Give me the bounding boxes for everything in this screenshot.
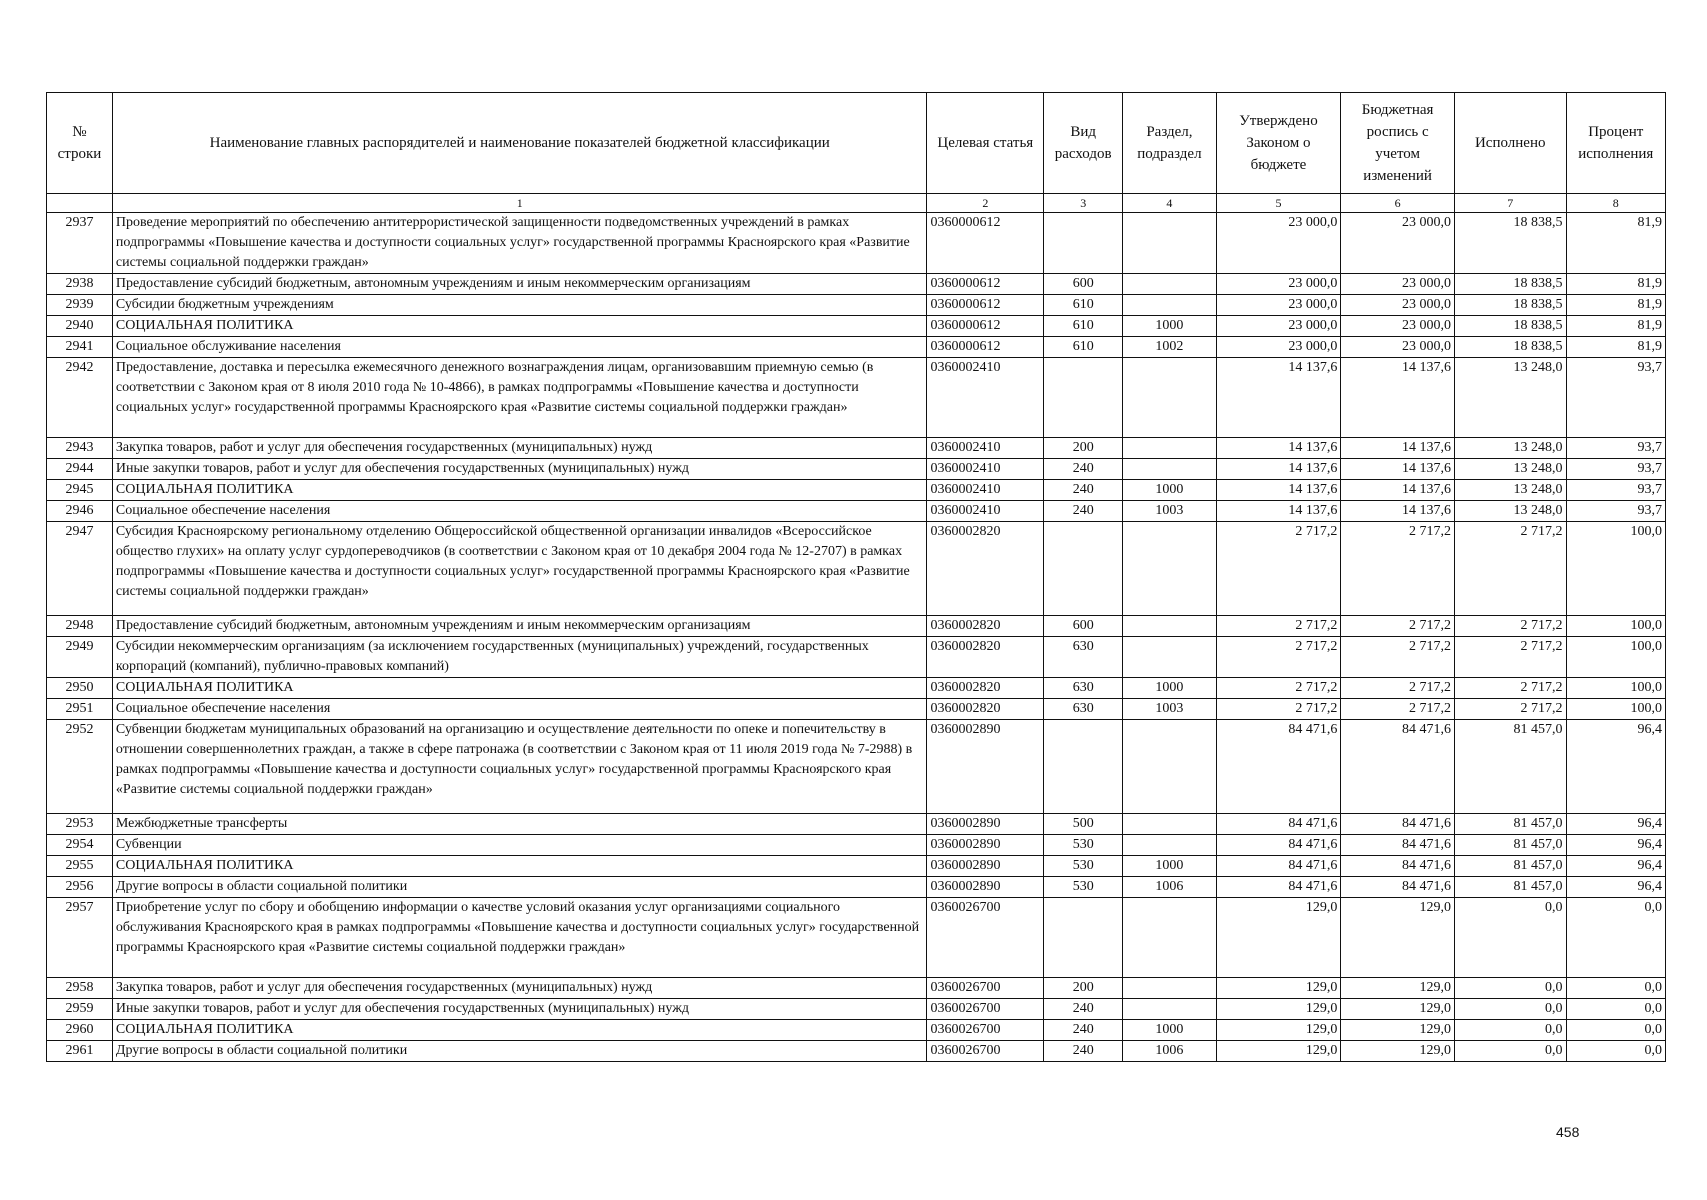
row-schedule: 129,0 — [1341, 1020, 1455, 1041]
row-approved: 14 137,6 — [1216, 358, 1341, 438]
row-name: Социальное обслуживание населения — [112, 337, 927, 358]
row-target: 0360026700 — [927, 1041, 1044, 1062]
table-row — [47, 274, 1666, 295]
budget-table — [46, 92, 1666, 1062]
column-index: 2 — [927, 194, 1044, 213]
table-row — [47, 616, 1666, 637]
row-target: 0360002820 — [927, 678, 1044, 699]
table-row — [47, 856, 1666, 877]
column-index-row — [47, 194, 1666, 213]
row-number: 2942 — [47, 358, 113, 438]
row-schedule: 14 137,6 — [1341, 438, 1455, 459]
row-target: 0360002410 — [927, 438, 1044, 459]
row-approved: 129,0 — [1216, 1041, 1341, 1062]
row-schedule: 84 471,6 — [1341, 814, 1455, 835]
row-executed: 2 717,2 — [1454, 678, 1566, 699]
row-schedule: 129,0 — [1341, 999, 1455, 1020]
row-section — [1123, 274, 1216, 295]
row-type: 200 — [1044, 978, 1123, 999]
row-executed: 2 717,2 — [1454, 616, 1566, 637]
row-name: Субвенции — [112, 835, 927, 856]
row-target: 0360002820 — [927, 616, 1044, 637]
row-number: 2944 — [47, 459, 113, 480]
row-percent: 96,4 — [1566, 835, 1665, 856]
row-executed: 18 838,5 — [1454, 316, 1566, 337]
row-number: 2956 — [47, 877, 113, 898]
row-type: 240 — [1044, 501, 1123, 522]
row-section: 1000 — [1123, 316, 1216, 337]
row-section — [1123, 616, 1216, 637]
row-number: 2949 — [47, 637, 113, 678]
row-type: 530 — [1044, 835, 1123, 856]
header-row — [47, 93, 1666, 194]
row-number: 2961 — [47, 1041, 113, 1062]
row-name: СОЦИАЛЬНАЯ ПОЛИТИКА — [112, 1020, 927, 1041]
header-target: Целевая статья — [927, 93, 1044, 194]
row-percent: 0,0 — [1566, 999, 1665, 1020]
row-type: 530 — [1044, 877, 1123, 898]
row-percent: 0,0 — [1566, 1041, 1665, 1062]
row-target: 0360002890 — [927, 877, 1044, 898]
table-row — [47, 480, 1666, 501]
table-row — [47, 1020, 1666, 1041]
row-type: 200 — [1044, 438, 1123, 459]
row-target: 0360026700 — [927, 999, 1044, 1020]
row-number: 2947 — [47, 522, 113, 616]
row-approved: 23 000,0 — [1216, 295, 1341, 316]
row-number: 2940 — [47, 316, 113, 337]
table-row — [47, 637, 1666, 678]
column-index: 3 — [1044, 194, 1123, 213]
row-approved: 84 471,6 — [1216, 720, 1341, 814]
row-approved: 14 137,6 — [1216, 501, 1341, 522]
row-schedule: 84 471,6 — [1341, 835, 1455, 856]
row-target: 0360026700 — [927, 978, 1044, 999]
row-approved: 23 000,0 — [1216, 274, 1341, 295]
row-number: 2937 — [47, 213, 113, 274]
row-schedule: 2 717,2 — [1341, 678, 1455, 699]
row-type: 630 — [1044, 699, 1123, 720]
table-row — [47, 459, 1666, 480]
header-executed: Исполнено — [1454, 93, 1566, 194]
row-section — [1123, 438, 1216, 459]
row-target: 0360002820 — [927, 699, 1044, 720]
row-percent: 81,9 — [1566, 274, 1665, 295]
row-target: 0360026700 — [927, 1020, 1044, 1041]
row-approved: 2 717,2 — [1216, 699, 1341, 720]
row-section: 1003 — [1123, 699, 1216, 720]
table-row — [47, 295, 1666, 316]
row-target: 0360002890 — [927, 856, 1044, 877]
row-percent: 93,7 — [1566, 459, 1665, 480]
table-row — [47, 699, 1666, 720]
row-executed: 13 248,0 — [1454, 358, 1566, 438]
row-number: 2951 — [47, 699, 113, 720]
table-row — [47, 438, 1666, 459]
row-type — [1044, 898, 1123, 978]
row-name: Межбюджетные трансферты — [112, 814, 927, 835]
table-row — [47, 814, 1666, 835]
row-type: 240 — [1044, 999, 1123, 1020]
row-schedule: 129,0 — [1341, 1041, 1455, 1062]
row-name: Иные закупки товаров, работ и услуг для обеспечения государственных (муниципальных) нужд — [112, 459, 927, 480]
row-type: 240 — [1044, 1020, 1123, 1041]
row-percent: 100,0 — [1566, 616, 1665, 637]
row-name: СОЦИАЛЬНАЯ ПОЛИТИКА — [112, 480, 927, 501]
row-name: Предоставление, доставка и пересылка ежемесячного денежного вознаграждения лицам, организовавшим приемную семью (в соответствии с Законом края от 8 июля 2010 года № 10-4866), в рамках подпрограммы «Повышение качества и доступности социальных услуг» государственной программы Красноярского края «Развитие системы социальной поддержки граждан» — [112, 358, 927, 438]
row-approved: 23 000,0 — [1216, 337, 1341, 358]
row-target: 0360002820 — [927, 637, 1044, 678]
row-section — [1123, 835, 1216, 856]
header-schedule: Бюджетная роспись с учетом изменений — [1341, 93, 1455, 194]
row-type: 630 — [1044, 678, 1123, 699]
row-percent: 0,0 — [1566, 978, 1665, 999]
row-executed: 13 248,0 — [1454, 459, 1566, 480]
row-executed: 0,0 — [1454, 999, 1566, 1020]
row-schedule: 129,0 — [1341, 978, 1455, 999]
row-number: 2948 — [47, 616, 113, 637]
row-executed: 13 248,0 — [1454, 438, 1566, 459]
row-schedule: 14 137,6 — [1341, 358, 1455, 438]
row-executed: 0,0 — [1454, 978, 1566, 999]
row-target: 0360002410 — [927, 358, 1044, 438]
row-schedule: 2 717,2 — [1341, 637, 1455, 678]
row-name: Закупка товаров, работ и услуг для обеспечения государственных (муниципальных) нужд — [112, 978, 927, 999]
row-name: Приобретение услуг по сбору и обобщению информации о качестве условий оказания услуг организациями социального обслуживания Красноярского края в рамках подпрограммы «Повышение качества и доступности социальных услуг» государственной программы Красноярского края «Развитие системы социальной поддержки граждан» — [112, 898, 927, 978]
row-section — [1123, 358, 1216, 438]
row-executed: 81 457,0 — [1454, 856, 1566, 877]
header-type: Вид расходов — [1044, 93, 1123, 194]
row-type: 600 — [1044, 274, 1123, 295]
header-section: Раздел, подраздел — [1123, 93, 1216, 194]
row-section: 1002 — [1123, 337, 1216, 358]
row-approved: 23 000,0 — [1216, 213, 1341, 274]
row-number: 2941 — [47, 337, 113, 358]
row-section — [1123, 720, 1216, 814]
row-approved: 2 717,2 — [1216, 522, 1341, 616]
row-target: 0360000612 — [927, 316, 1044, 337]
row-executed: 81 457,0 — [1454, 720, 1566, 814]
row-percent: 100,0 — [1566, 699, 1665, 720]
table-row — [47, 1041, 1666, 1062]
table-row — [47, 877, 1666, 898]
row-target: 0360002890 — [927, 835, 1044, 856]
column-index: 7 — [1454, 194, 1566, 213]
row-schedule: 23 000,0 — [1341, 274, 1455, 295]
row-executed: 0,0 — [1454, 1041, 1566, 1062]
row-percent: 100,0 — [1566, 678, 1665, 699]
row-number: 2954 — [47, 835, 113, 856]
row-schedule: 129,0 — [1341, 898, 1455, 978]
row-target: 0360000612 — [927, 213, 1044, 274]
row-name: Субсидии бюджетным учреждениям — [112, 295, 927, 316]
row-number: 2943 — [47, 438, 113, 459]
row-executed: 2 717,2 — [1454, 637, 1566, 678]
table-row — [47, 522, 1666, 616]
row-type: 240 — [1044, 1041, 1123, 1062]
row-schedule: 23 000,0 — [1341, 316, 1455, 337]
row-executed: 81 457,0 — [1454, 835, 1566, 856]
row-approved: 84 471,6 — [1216, 856, 1341, 877]
row-name: СОЦИАЛЬНАЯ ПОЛИТИКА — [112, 856, 927, 877]
row-name: Предоставление субсидий бюджетным, автономным учреждениям и иным некоммерческим организациям — [112, 274, 927, 295]
row-number: 2959 — [47, 999, 113, 1020]
row-percent: 93,7 — [1566, 438, 1665, 459]
row-number: 2960 — [47, 1020, 113, 1041]
row-schedule: 23 000,0 — [1341, 213, 1455, 274]
row-percent: 81,9 — [1566, 316, 1665, 337]
row-percent: 0,0 — [1566, 898, 1665, 978]
row-target: 0360000612 — [927, 295, 1044, 316]
row-percent: 96,4 — [1566, 856, 1665, 877]
row-type: 530 — [1044, 856, 1123, 877]
header-approved: Утверждено Законом о бюджете — [1216, 93, 1341, 194]
column-index: 1 — [112, 194, 927, 213]
row-percent: 96,4 — [1566, 814, 1665, 835]
row-percent: 96,4 — [1566, 720, 1665, 814]
table-row — [47, 337, 1666, 358]
row-name: Другие вопросы в области социальной политики — [112, 877, 927, 898]
row-percent: 93,7 — [1566, 480, 1665, 501]
column-index: 8 — [1566, 194, 1665, 213]
row-section — [1123, 814, 1216, 835]
row-section: 1000 — [1123, 1020, 1216, 1041]
row-target: 0360002890 — [927, 720, 1044, 814]
row-executed: 2 717,2 — [1454, 522, 1566, 616]
row-executed: 18 838,5 — [1454, 295, 1566, 316]
row-type: 240 — [1044, 459, 1123, 480]
row-schedule: 23 000,0 — [1341, 337, 1455, 358]
row-percent: 81,9 — [1566, 295, 1665, 316]
row-type — [1044, 213, 1123, 274]
row-name: Другие вопросы в области социальной политики — [112, 1041, 927, 1062]
row-executed: 18 838,5 — [1454, 274, 1566, 295]
row-target: 0360002410 — [927, 501, 1044, 522]
row-type: 630 — [1044, 637, 1123, 678]
row-name: Социальное обеспечение населения — [112, 501, 927, 522]
row-number: 2938 — [47, 274, 113, 295]
row-executed: 0,0 — [1454, 1020, 1566, 1041]
row-executed: 18 838,5 — [1454, 337, 1566, 358]
row-schedule: 84 471,6 — [1341, 877, 1455, 898]
row-section: 1003 — [1123, 501, 1216, 522]
row-type: 610 — [1044, 316, 1123, 337]
row-approved: 2 717,2 — [1216, 616, 1341, 637]
row-name: Иные закупки товаров, работ и услуг для обеспечения государственных (муниципальных) нужд — [112, 999, 927, 1020]
row-approved: 129,0 — [1216, 1020, 1341, 1041]
row-schedule: 84 471,6 — [1341, 720, 1455, 814]
row-approved: 2 717,2 — [1216, 637, 1341, 678]
row-name: Субвенции бюджетам муниципальных образований на организацию и осуществление деятельности по опеке и попечительству в отношении совершеннолетних граждан, а также в сфере патронажа (в соответствии с Законом края от 11 июля 2019 года № 7-2988) в рамках подпрограммы «Повышение качества и доступности социальных услуг» государственной программы Красноярского края «Развитие системы социальной поддержки граждан» — [112, 720, 927, 814]
table-row — [47, 898, 1666, 978]
table-row — [47, 720, 1666, 814]
row-percent: 81,9 — [1566, 213, 1665, 274]
row-executed: 13 248,0 — [1454, 480, 1566, 501]
row-target: 0360000612 — [927, 274, 1044, 295]
row-target: 0360002890 — [927, 814, 1044, 835]
row-schedule: 14 137,6 — [1341, 480, 1455, 501]
row-section — [1123, 459, 1216, 480]
row-section: 1000 — [1123, 856, 1216, 877]
row-number: 2957 — [47, 898, 113, 978]
column-index: 4 — [1123, 194, 1216, 213]
row-approved: 84 471,6 — [1216, 814, 1341, 835]
column-index — [47, 194, 113, 213]
row-percent: 93,7 — [1566, 358, 1665, 438]
row-section: 1000 — [1123, 678, 1216, 699]
row-percent: 0,0 — [1566, 1020, 1665, 1041]
row-section: 1000 — [1123, 480, 1216, 501]
row-approved: 14 137,6 — [1216, 438, 1341, 459]
row-percent: 81,9 — [1566, 337, 1665, 358]
table-row — [47, 678, 1666, 699]
row-schedule: 2 717,2 — [1341, 522, 1455, 616]
row-schedule: 2 717,2 — [1341, 616, 1455, 637]
row-section — [1123, 637, 1216, 678]
row-approved: 129,0 — [1216, 999, 1341, 1020]
row-approved: 129,0 — [1216, 898, 1341, 978]
row-schedule: 14 137,6 — [1341, 459, 1455, 480]
row-number: 2946 — [47, 501, 113, 522]
row-target: 0360002410 — [927, 480, 1044, 501]
row-name: СОЦИАЛЬНАЯ ПОЛИТИКА — [112, 678, 927, 699]
row-section — [1123, 999, 1216, 1020]
row-number: 2939 — [47, 295, 113, 316]
row-target: 0360000612 — [927, 337, 1044, 358]
table-body — [47, 213, 1666, 1062]
table-row — [47, 213, 1666, 274]
row-target: 0360002410 — [927, 459, 1044, 480]
row-name: Субсидии некоммерческим организациям (за исключением государственных (муниципальных) учреждений, государственных корпораций (компаний), публично-правовых компаний) — [112, 637, 927, 678]
row-type — [1044, 720, 1123, 814]
row-section — [1123, 213, 1216, 274]
row-type: 500 — [1044, 814, 1123, 835]
table-row — [47, 978, 1666, 999]
header-name: Наименование главных распорядителей и наименование показателей бюджетной классификации — [112, 93, 927, 194]
row-type: 240 — [1044, 480, 1123, 501]
row-percent: 100,0 — [1566, 637, 1665, 678]
row-type: 610 — [1044, 295, 1123, 316]
row-section — [1123, 295, 1216, 316]
table-row — [47, 835, 1666, 856]
row-executed: 18 838,5 — [1454, 213, 1566, 274]
row-approved: 84 471,6 — [1216, 877, 1341, 898]
row-schedule: 23 000,0 — [1341, 295, 1455, 316]
row-approved: 2 717,2 — [1216, 678, 1341, 699]
row-approved: 14 137,6 — [1216, 459, 1341, 480]
table-row — [47, 316, 1666, 337]
row-section: 1006 — [1123, 877, 1216, 898]
row-section — [1123, 898, 1216, 978]
row-number: 2958 — [47, 978, 113, 999]
row-name: Социальное обеспечение населения — [112, 699, 927, 720]
row-approved: 84 471,6 — [1216, 835, 1341, 856]
table-row — [47, 358, 1666, 438]
row-executed: 81 457,0 — [1454, 877, 1566, 898]
row-name: СОЦИАЛЬНАЯ ПОЛИТИКА — [112, 316, 927, 337]
row-type: 610 — [1044, 337, 1123, 358]
row-name: Закупка товаров, работ и услуг для обеспечения государственных (муниципальных) нужд — [112, 438, 927, 459]
row-name: Субсидия Красноярскому региональному отделению Общероссийской общественной организации инвалидов «Всероссийское общество глухих» на оплату услуг сурдопереводчиков (в соответствии с Законом края от 10 декабря 2004 года № 12-2707) в рамках подпрограммы «Повышение качества и доступности социальных услуг» государственной программы Красноярского края «Развитие системы социальной поддержки граждан» — [112, 522, 927, 616]
row-schedule: 14 137,6 — [1341, 501, 1455, 522]
row-approved: 14 137,6 — [1216, 480, 1341, 501]
header-num: № строки — [47, 93, 113, 194]
row-number: 2945 — [47, 480, 113, 501]
row-type — [1044, 358, 1123, 438]
row-name: Проведение мероприятий по обеспечению антитеррористической защищенности подведомственных учреждений в рамках подпрограммы «Повышение качества и доступности социальных услуг» государственной программы Красноярского края «Развитие системы социальной поддержки граждан» — [112, 213, 927, 274]
row-executed: 81 457,0 — [1454, 814, 1566, 835]
row-executed: 13 248,0 — [1454, 501, 1566, 522]
row-number: 2952 — [47, 720, 113, 814]
row-section — [1123, 522, 1216, 616]
header-percent: Процент исполнения — [1566, 93, 1665, 194]
row-target: 0360026700 — [927, 898, 1044, 978]
row-percent: 100,0 — [1566, 522, 1665, 616]
row-executed: 0,0 — [1454, 898, 1566, 978]
row-number: 2955 — [47, 856, 113, 877]
row-section — [1123, 978, 1216, 999]
row-type: 600 — [1044, 616, 1123, 637]
table-row — [47, 501, 1666, 522]
row-type — [1044, 522, 1123, 616]
row-percent: 93,7 — [1566, 501, 1665, 522]
row-schedule: 2 717,2 — [1341, 699, 1455, 720]
table-row — [47, 999, 1666, 1020]
row-percent: 96,4 — [1566, 877, 1665, 898]
column-index: 5 — [1216, 194, 1341, 213]
row-executed: 2 717,2 — [1454, 699, 1566, 720]
row-schedule: 84 471,6 — [1341, 856, 1455, 877]
column-index: 6 — [1341, 194, 1455, 213]
row-section: 1006 — [1123, 1041, 1216, 1062]
row-name: Предоставление субсидий бюджетным, автономным учреждениям и иным некоммерческим организациям — [112, 616, 927, 637]
page-number: 458 — [1556, 1124, 1580, 1140]
row-number: 2950 — [47, 678, 113, 699]
row-approved: 23 000,0 — [1216, 316, 1341, 337]
row-approved: 129,0 — [1216, 978, 1341, 999]
row-number: 2953 — [47, 814, 113, 835]
row-target: 0360002820 — [927, 522, 1044, 616]
